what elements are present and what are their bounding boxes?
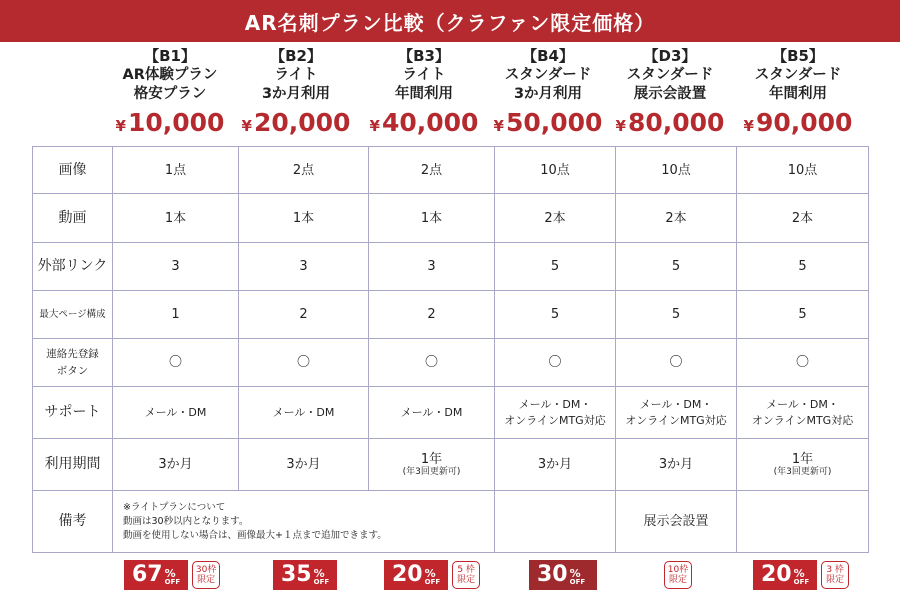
table-cell: 2本: [495, 194, 616, 243]
table-cell: 5: [495, 243, 616, 291]
plan-price: ¥80,000: [615, 108, 725, 137]
plan-name: スタンダード 年間利用: [754, 67, 842, 102]
table-cell: 10点: [495, 147, 616, 194]
table-cell: 〇: [737, 339, 869, 387]
table-cell: 5: [616, 243, 737, 291]
table-cell: 展示会設置: [616, 491, 737, 553]
row-label: サポート: [33, 387, 113, 439]
row-label: 備考: [33, 491, 113, 553]
table-cell: 〇: [616, 339, 737, 387]
limit-badge: 5 枠 限定: [452, 561, 480, 589]
discount-badge-b4: 30 % OFF: [529, 560, 597, 590]
discount-badge-b1: 67 % OFF 30枠 限定: [124, 560, 220, 590]
plan-header-b1: [106, 46, 234, 140]
plan-code: 【B2】: [270, 47, 322, 65]
table-cell: 〇: [239, 339, 369, 387]
table-cell: 3か月: [113, 439, 239, 491]
discount-badge-b3: 20 % OFF 5 枠 限定: [384, 560, 480, 590]
plan-name: スタンダード 3か月利用: [504, 67, 592, 102]
table-cell: [737, 491, 869, 553]
table-cell: メール・DM: [113, 387, 239, 439]
plan-name: AR体験プラン 格安プラン: [122, 67, 218, 102]
row-label: 最大ページ構成: [33, 291, 113, 339]
table-cell: 1本: [369, 194, 495, 243]
comparison-table: [32, 146, 869, 553]
table-cell: 5: [737, 243, 869, 291]
table-cell: 1: [113, 291, 239, 339]
limit-badge: 30枠 限定: [192, 561, 220, 589]
row-label: 連絡先登録 ボタン: [33, 339, 113, 387]
discount-badge-b2: 35 % OFF: [273, 560, 337, 590]
table-cell: 3: [239, 243, 369, 291]
table-row-image: [33, 147, 869, 194]
table-cell: メール・DM・ オンラインMTG対応: [495, 387, 616, 439]
table-row-notes: [33, 491, 869, 553]
plan-price: ¥40,000: [369, 108, 479, 137]
plan-header-b3: [360, 46, 488, 140]
table-cell: 3か月: [495, 439, 616, 491]
table-cell: 2: [239, 291, 369, 339]
table-cell: 〇: [113, 339, 239, 387]
table-cell: 10点: [616, 147, 737, 194]
table-cell: 10点: [737, 147, 869, 194]
plan-name: ライト 3か月利用: [261, 67, 331, 102]
discount-badge-b5: 20 % OFF 3 枠 限定: [753, 560, 849, 590]
plan-name: ライト 年間利用: [395, 67, 453, 102]
table-cell: メール・DM・ オンラインMTG対応: [616, 387, 737, 439]
table-cell: 1年 (年3回更新可): [369, 439, 495, 491]
row-label: 外部リンク: [33, 243, 113, 291]
discount-badge-d3: [664, 560, 692, 590]
table-row-video: [33, 194, 869, 243]
table-cell: メール・DM: [369, 387, 495, 439]
plan-code: 【D3】: [643, 47, 697, 65]
row-label: 利用期間: [33, 439, 113, 491]
table-cell: 3か月: [616, 439, 737, 491]
table-cell: 2点: [369, 147, 495, 194]
table-cell: 2本: [616, 194, 737, 243]
table-cell: 5: [616, 291, 737, 339]
table-cell: 3か月: [239, 439, 369, 491]
plan-header-b5: [734, 46, 862, 140]
table-row-links: [33, 243, 869, 291]
plan-header-b4: [484, 46, 612, 140]
table-cell: 3: [369, 243, 495, 291]
table-cell: 5: [737, 291, 869, 339]
plan-price: ¥90,000: [743, 108, 853, 137]
table-cell: 〇: [369, 339, 495, 387]
table-cell: 2: [369, 291, 495, 339]
table-cell: 3: [113, 243, 239, 291]
plan-name: スタンダード 展示会設置: [626, 67, 714, 102]
plan-header-b2: [232, 46, 360, 140]
limit-badge: 10枠 限定: [664, 561, 692, 589]
notes-cell: ※ライトプランについて 動画は30秒以内となります。 動画を使用しない場合は、画像最大+１点まで追加できます。: [113, 491, 495, 553]
plan-header-d3: [606, 46, 734, 140]
row-label: 画像: [33, 147, 113, 194]
table-cell: 2点: [239, 147, 369, 194]
table-cell: 1年 (年3回更新可): [737, 439, 869, 491]
table-row-contact: [33, 339, 869, 387]
plan-code: 【B5】: [772, 47, 824, 65]
table-cell: [495, 491, 616, 553]
table-cell: 〇: [495, 339, 616, 387]
plan-code: 【B3】: [398, 47, 450, 65]
plan-price: ¥10,000: [115, 108, 225, 137]
table-row-period: [33, 439, 869, 491]
plan-price: ¥20,000: [241, 108, 351, 137]
table-cell: 5: [495, 291, 616, 339]
table-row-support: [33, 387, 869, 439]
table-cell: メール・DM・ オンラインMTG対応: [737, 387, 869, 439]
table-row-pages: [33, 291, 869, 339]
plan-price: ¥50,000: [493, 108, 603, 137]
table-cell: 1点: [113, 147, 239, 194]
page-title: AR名刺プラン比較（クラファン限定価格）: [0, 0, 900, 42]
plan-code: 【B1】: [144, 47, 196, 65]
table-cell: 2本: [737, 194, 869, 243]
row-label: 動画: [33, 194, 113, 243]
table-cell: 1本: [239, 194, 369, 243]
limit-badge: 3 枠 限定: [821, 561, 849, 589]
table-cell: メール・DM: [239, 387, 369, 439]
table-cell: 1本: [113, 194, 239, 243]
plan-code: 【B4】: [522, 47, 574, 65]
